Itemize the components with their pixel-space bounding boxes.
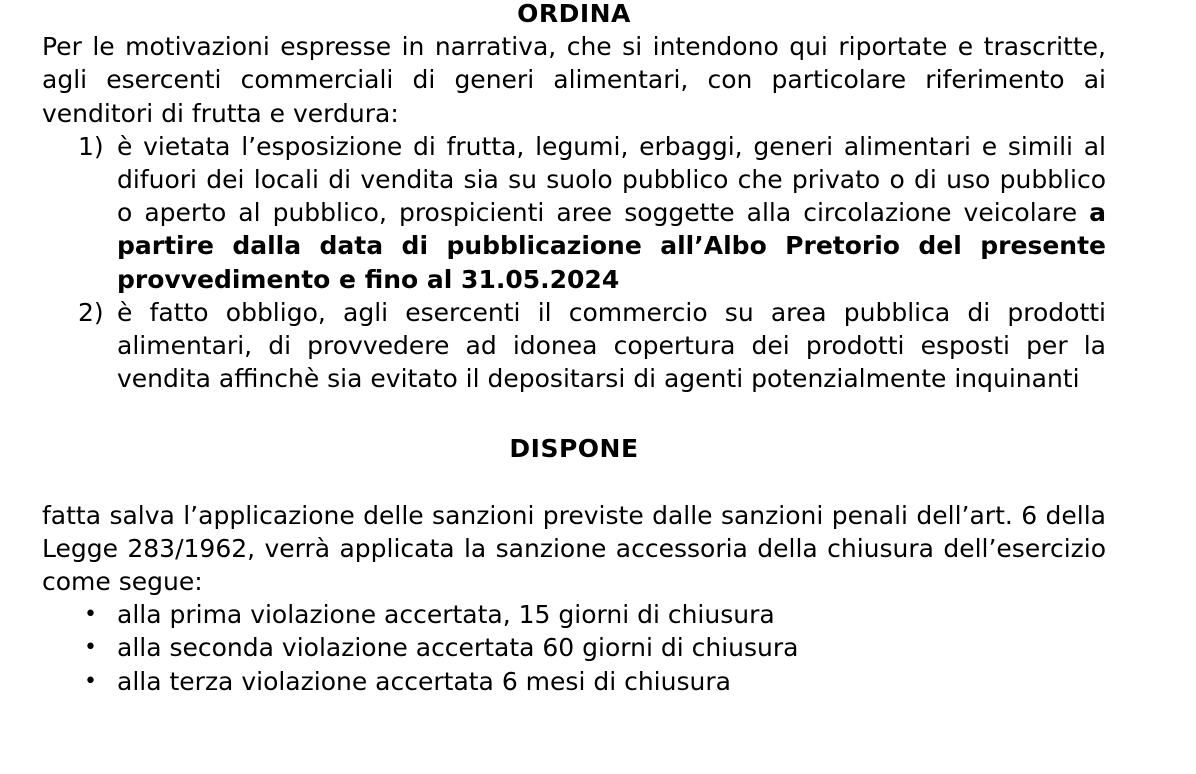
- bullet-icon: •: [84, 668, 97, 694]
- ordina-item-1-text: è vietata l’esposizione di frutta, legumi, erbaggi, generi alimentari e simili al difuori dei locali di vendita sia su suolo pubblico che privato o di uso pubblico o aperto al pubblico, prospicienti aree soggette alla circolazione veicolare: [117, 131, 1106, 228]
- dispone-heading: DISPONE: [509, 434, 639, 464]
- list-number: 1): [78, 131, 104, 161]
- list-item: [42, 631, 1106, 664]
- bullet-text: alla prima violazione accertata, 15 giorni di chiusura: [117, 600, 775, 630]
- document-page: [42, 0, 1106, 698]
- list-number: 2): [78, 297, 104, 327]
- ordina-item-2: [42, 296, 1106, 396]
- ordina-intro-paragraph: Per le motivazioni espresse in narrativa, che si intendono qui riportate e trascritte, agli esercenti commerciali di generi alimentari, con particolare riferimento ai venditori di frutta e verdura:: [42, 32, 1106, 128]
- bullet-text: alla terza violazione accertata 6 mesi di chiusura: [117, 666, 731, 696]
- bullet-icon: •: [84, 635, 97, 661]
- dispone-intro-paragraph: fatta salva l’applicazione delle sanzioni previste dalle sanzioni penali dell’art. 6 della Legge 283/1962, verrà applicata la sanzione accessoria della chiusura dell’esercizio come segue:: [42, 500, 1106, 597]
- ordina-item-2-text: è fatto obbligo, agli esercenti il commercio su area pubblica di prodotti alimentari, di provvedere ad idonea copertura dei prodotti esposti per la vendita affinchè sia evitato il depositarsi di agenti potenzialmente inquinanti: [117, 297, 1106, 394]
- bullet-icon: •: [84, 602, 97, 628]
- list-item: [42, 665, 1106, 698]
- list-item: [42, 598, 1106, 631]
- ordina-heading: ORDINA: [517, 0, 631, 28]
- ordina-item-1: [42, 130, 1106, 296]
- ordina-item-1-bold-text: a partire dalla data di pubblicazione all’Albo Pretorio del presente provvedimento e fino al 31.05.2024: [117, 198, 1106, 294]
- ordina-numbered-list: [42, 130, 1106, 396]
- section-spacer: [42, 395, 1106, 432]
- dispone-bullet-list: [42, 598, 1106, 698]
- bullet-text: alla seconda violazione accertata 60 giorni di chiusura: [117, 633, 799, 663]
